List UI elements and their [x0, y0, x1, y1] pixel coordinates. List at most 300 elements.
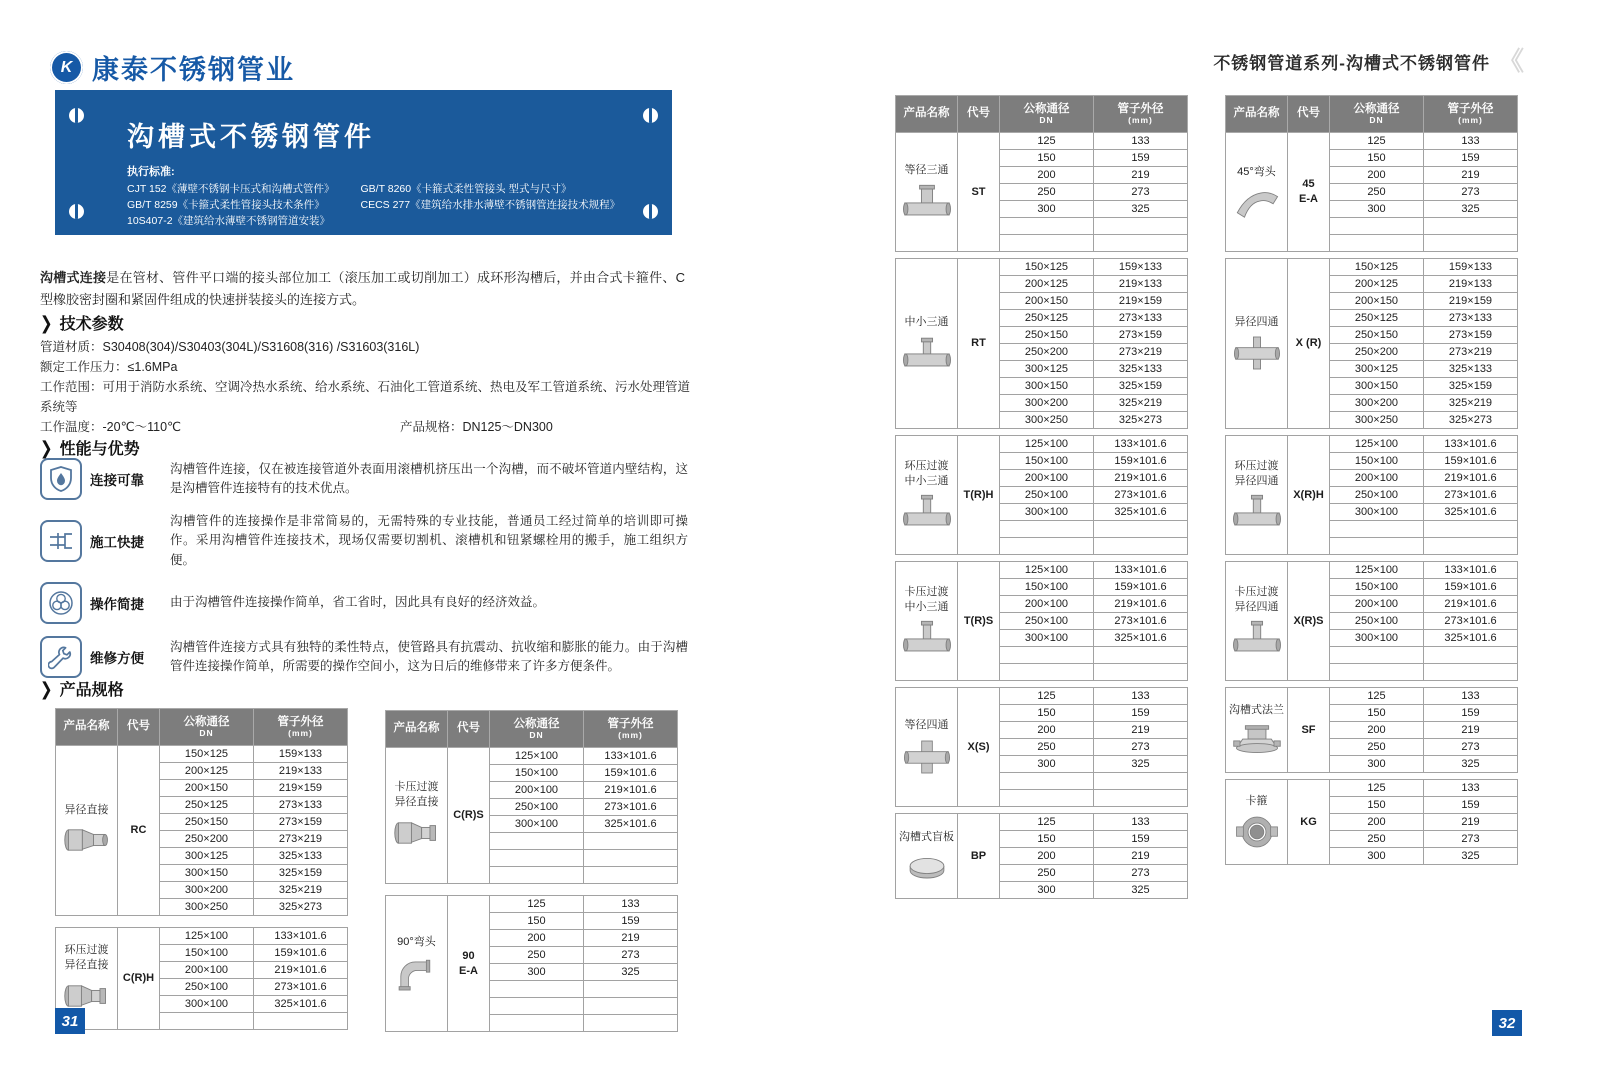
dn-cell: 250×200: [160, 831, 254, 848]
od-cell: [584, 850, 678, 867]
dn-cell: [1000, 664, 1094, 681]
od-cell: 159: [1424, 797, 1518, 814]
product-name: 沟槽式法兰: [1229, 704, 1284, 717]
spec-row: [1226, 688, 1518, 705]
od-cell: 133×101.6: [584, 748, 678, 765]
od-cell: [254, 1013, 348, 1030]
od-cell: 159×101.6: [1424, 453, 1518, 470]
advantage-label: 维修方便: [90, 651, 144, 667]
spec-table-trs: [895, 561, 1188, 681]
od-cell: 219: [1424, 814, 1518, 831]
spec-row: [896, 688, 1188, 705]
dn-cell: 150×100: [1330, 453, 1424, 470]
dn-cell: 150×100: [1330, 579, 1424, 596]
dn-cell: 150×100: [490, 765, 584, 782]
od-cell: [1094, 218, 1188, 235]
dn-cell: 200×100: [1330, 470, 1424, 487]
fitting-image-tee-reducing: [896, 334, 957, 372]
spec-row: [1226, 259, 1518, 276]
od-cell: 325×219: [254, 882, 348, 899]
dn-cell: [1000, 647, 1094, 664]
dn-cell: 200×100: [1000, 596, 1094, 613]
od-cell: 273×159: [1094, 327, 1188, 344]
dn-cell: 150: [1000, 150, 1094, 167]
fitting-image-tee-press: [1226, 619, 1287, 657]
product-code-cell: X(S): [958, 688, 1000, 807]
dn-cell: 300×100: [1330, 630, 1424, 647]
dn-cell: 150×100: [1000, 579, 1094, 596]
shield-drop-icon-box: [40, 458, 82, 500]
od-cell: 219×159: [254, 780, 348, 797]
dn-cell: 250×200: [1000, 344, 1094, 361]
spec-row: [896, 562, 1188, 579]
product-name: 环压过渡 异径直接: [64, 944, 109, 971]
standard-line: 10S407-2《建筑给水薄壁不锈钢管道安装》: [127, 215, 331, 227]
column-header: 管子外径 (mm): [584, 711, 678, 748]
shield-drop-icon: [49, 466, 73, 492]
dn-cell: 200×100: [1000, 470, 1094, 487]
gear-flower-icon: [48, 590, 74, 616]
advantage-item: [40, 582, 688, 624]
product-name-cell: [896, 562, 958, 681]
od-cell: 159×101.6: [584, 765, 678, 782]
dn-cell: [490, 998, 584, 1015]
dn-cell: 300×200: [160, 882, 254, 899]
dn-cell: 300: [1330, 201, 1424, 218]
od-cell: 325×273: [254, 899, 348, 916]
od-cell: 133×101.6: [1424, 562, 1518, 579]
product-name: 90°弯头: [397, 935, 436, 948]
dn-cell: 150×125: [1330, 259, 1424, 276]
dn-cell: 150×100: [1000, 453, 1094, 470]
od-cell: 133×101.6: [254, 928, 348, 945]
product-code-cell: SF: [1288, 688, 1330, 773]
table-header-row: [56, 709, 348, 746]
product-name-cell: [386, 748, 448, 884]
od-cell: 273: [1094, 739, 1188, 756]
od-cell: [1094, 538, 1188, 555]
od-cell: 325×133: [1424, 361, 1518, 378]
intro-paragraph: [40, 267, 685, 311]
od-cell: [1424, 521, 1518, 538]
od-cell: 325×101.6: [1094, 504, 1188, 521]
spec-row: [386, 748, 678, 765]
column-header: 管子外径 (mm): [1094, 96, 1188, 133]
spec-table-column-left-1: [55, 708, 347, 1041]
double-chevron-icon: 《: [1497, 46, 1524, 76]
spec-table-rt: [895, 258, 1188, 429]
dn-cell: 300×125: [160, 848, 254, 865]
od-cell: 325×101.6: [1424, 630, 1518, 647]
od-cell: 159×101.6: [254, 945, 348, 962]
product-name: 卡压过渡 异径四通: [1234, 585, 1279, 613]
product-name: 环压过渡 中小三通: [904, 459, 949, 487]
dn-cell: 200: [1330, 167, 1424, 184]
product-code-cell: RC: [118, 746, 160, 916]
spec-row: [1226, 562, 1518, 579]
advantage-item: [40, 458, 688, 500]
dn-cell: 300×125: [1330, 361, 1424, 378]
product-name: 卡箍: [1245, 795, 1268, 808]
column-header: 代号: [958, 96, 1000, 133]
column-header: 管子外径 (mm): [254, 709, 348, 746]
wrench-icon-box: [40, 636, 82, 678]
standard-line: GB/T 8260《卡箍式柔性管接头 型式与尺寸》: [360, 183, 572, 195]
product-name-cell: [56, 746, 118, 916]
product-code-cell: 45 E-A: [1288, 133, 1330, 252]
dn-cell: 300: [1000, 201, 1094, 218]
product-name: 等径三通: [904, 164, 949, 177]
od-cell: 273×133: [1094, 310, 1188, 327]
dn-cell: [1330, 218, 1424, 235]
advantage-label: 连接可靠: [90, 473, 144, 488]
section-chevron-icon: ❯: [40, 678, 53, 700]
dn-cell: 200: [1000, 848, 1094, 865]
product-name-cell: [896, 688, 958, 807]
od-cell: 159: [1094, 150, 1188, 167]
od-cell: 133×101.6: [1094, 436, 1188, 453]
od-cell: [1094, 647, 1188, 664]
dn-cell: 125: [1330, 780, 1424, 797]
product-name: 45°弯头: [1237, 166, 1276, 179]
od-cell: 325×159: [254, 865, 348, 882]
dn-cell: 200: [1330, 722, 1424, 739]
dn-cell: 250×100: [160, 979, 254, 996]
dn-cell: 300×250: [1000, 412, 1094, 429]
od-cell: 133×101.6: [1094, 562, 1188, 579]
dn-cell: 300×125: [1000, 361, 1094, 378]
fitting-image-reducer: [56, 822, 117, 858]
spec-row: [1226, 436, 1518, 453]
dn-cell: [1330, 647, 1424, 664]
spec-row: [56, 746, 348, 763]
wrench-icon: [48, 644, 74, 670]
dn-cell: 150: [490, 913, 584, 930]
od-cell: [1424, 218, 1518, 235]
advantage-item: [40, 636, 688, 678]
spec-row: [386, 896, 678, 913]
dn-cell: 200×100: [490, 782, 584, 799]
spec-row: [56, 928, 348, 945]
od-cell: [584, 1015, 678, 1032]
brand-logo: [50, 48, 295, 87]
dn-cell: 200×100: [160, 962, 254, 979]
product-name-cell: [896, 133, 958, 252]
dn-cell: 250: [1330, 184, 1424, 201]
corner-dot-icon: [69, 108, 84, 123]
advantages-list: [40, 458, 688, 678]
od-cell: 219: [1094, 848, 1188, 865]
spec-table-e45: [1225, 95, 1518, 252]
fitting-image-blind-disc: [896, 850, 957, 882]
od-cell: 219×101.6: [1424, 470, 1518, 487]
od-cell: 219×133: [1094, 276, 1188, 293]
dn-cell: 250×150: [1000, 327, 1094, 344]
od-cell: 219: [1094, 167, 1188, 184]
fitting-image-tee: [896, 183, 957, 221]
dn-cell: 300: [490, 964, 584, 981]
dn-cell: 200×150: [1330, 293, 1424, 310]
od-cell: 325×101.6: [254, 996, 348, 1013]
dn-cell: 250: [1330, 831, 1424, 848]
od-cell: 273×219: [1094, 344, 1188, 361]
dn-cell: 300×150: [160, 865, 254, 882]
table-header-row: [386, 711, 678, 748]
param-line: 工作范围：可用于消防水系统、空调冷热水系统、给水系统、石油化工管道系统、热电及军工管道系统、污水处理管道系统等: [40, 380, 691, 414]
od-cell: 273: [1424, 831, 1518, 848]
od-cell: 273×133: [254, 797, 348, 814]
intro-text: 是在管材、管件平口端的接头部位加工（滚压加工或切削加工）成环形沟槽后，并由合式卡箍件、C型橡胶密封圈和紧固件组成的快速拼装接头的连接方式。: [40, 270, 685, 308]
dn-cell: 300×250: [160, 899, 254, 916]
od-cell: 159×133: [1424, 259, 1518, 276]
standards-column-1: [127, 181, 335, 229]
product-code-cell: C(R)H: [118, 928, 160, 1030]
pipe-joint-icon-box: [40, 520, 82, 562]
dn-cell: 300×250: [1330, 412, 1424, 429]
od-cell: 325×133: [1094, 361, 1188, 378]
od-cell: 219×101.6: [1094, 596, 1188, 613]
od-cell: 159: [1094, 831, 1188, 848]
product-name-cell: [896, 436, 958, 555]
product-name-cell: [896, 259, 958, 429]
dn-cell: 250×100: [490, 799, 584, 816]
dn-cell: 250×100: [1330, 613, 1424, 630]
od-cell: 219: [584, 930, 678, 947]
product-name-cell: [1226, 688, 1288, 773]
param-temp: 工作温度：-20℃～110℃: [40, 420, 182, 434]
dn-cell: 300×150: [1330, 378, 1424, 395]
od-cell: 325×101.6: [1424, 504, 1518, 521]
od-cell: 325×159: [1094, 378, 1188, 395]
od-cell: 159×133: [254, 746, 348, 763]
product-code-cell: ST: [958, 133, 1000, 252]
section-title-tech-params: [40, 311, 124, 334]
od-cell: 133: [584, 896, 678, 913]
product-name: 等径四通: [904, 719, 949, 732]
dn-cell: 125: [1000, 688, 1094, 705]
dn-cell: 125×100: [160, 928, 254, 945]
product-name: 环压过渡 异径四通: [1234, 459, 1279, 487]
fitting-image-cross: [896, 738, 957, 776]
dn-cell: 250×150: [1330, 327, 1424, 344]
dn-cell: [1000, 521, 1094, 538]
dn-cell: 300×200: [1000, 395, 1094, 412]
advantage-text: 由于沟槽管件连接操作简单，省工省时，因此具有良好的经济效益。: [170, 595, 546, 610]
dn-cell: 200×150: [1000, 293, 1094, 310]
table-header-row: [1226, 96, 1518, 133]
dn-cell: [490, 867, 584, 884]
fitting-image-reducer-press: [386, 815, 447, 851]
brand-logo-icon: K: [50, 51, 83, 84]
dn-cell: 125×100: [1000, 436, 1094, 453]
od-cell: 159: [1424, 705, 1518, 722]
od-cell: 219×101.6: [1094, 470, 1188, 487]
od-cell: [1094, 773, 1188, 790]
dn-cell: 250: [1000, 739, 1094, 756]
od-cell: 273×101.6: [1424, 613, 1518, 630]
dn-cell: 250×200: [1330, 344, 1424, 361]
dn-cell: [1330, 664, 1424, 681]
section-label: 产品规格: [59, 682, 124, 699]
product-code-cell: T(R)S: [958, 562, 1000, 681]
advantage-text: 沟槽管件连接，仅在被连接管道外表面用滚槽机挤压出一个沟槽，而不破坏管道内壁结构，这是沟槽管件连接特有的技术优点。: [170, 461, 688, 495]
spec-table-xs: [895, 687, 1188, 807]
dn-cell: [1000, 790, 1094, 807]
column-header: 代号: [448, 711, 490, 748]
dn-cell: 125: [1330, 688, 1424, 705]
dn-cell: 250×125: [1000, 310, 1094, 327]
spec-table-column-right-1: [895, 95, 1187, 905]
product-code-cell: BP: [958, 814, 1000, 899]
od-cell: 159: [1424, 150, 1518, 167]
pipe-joint-icon: [48, 529, 74, 553]
dn-cell: 300: [1000, 882, 1094, 899]
od-cell: 159: [1094, 705, 1188, 722]
od-cell: [584, 998, 678, 1015]
dn-cell: 250×100: [1330, 487, 1424, 504]
od-cell: 159: [584, 913, 678, 930]
fitting-image-tee-press: [896, 619, 957, 657]
product-code-cell: X (R): [1288, 259, 1330, 429]
dn-cell: 125: [1330, 133, 1424, 150]
table-header-row: [896, 96, 1188, 133]
od-cell: [1424, 664, 1518, 681]
product-name: 卡压过渡 中小三通: [904, 585, 949, 613]
section-chevron-icon: ❯: [40, 312, 53, 334]
spec-row: [1226, 780, 1518, 797]
dn-cell: 125×100: [1330, 562, 1424, 579]
standards-label: 执行标准:: [127, 166, 175, 178]
fitting-image-elbow-90: [386, 954, 447, 992]
column-header: 公称通径 DN: [1000, 96, 1094, 133]
od-cell: 133: [1424, 688, 1518, 705]
product-name-cell: [1226, 133, 1288, 252]
dn-cell: 200: [1000, 167, 1094, 184]
product-name-cell: [1226, 259, 1288, 429]
page-title: 沟槽式不锈钢管件: [127, 122, 375, 152]
od-cell: [584, 833, 678, 850]
od-cell: [584, 867, 678, 884]
od-cell: 219×159: [1424, 293, 1518, 310]
fitting-image-tee-press: [1226, 493, 1287, 531]
standard-line: CECS 277《建筑给水排水薄壁不锈钢管连接技术规程》: [360, 199, 621, 211]
dn-cell: 150×100: [160, 945, 254, 962]
od-cell: [1424, 235, 1518, 252]
dn-cell: 250: [1330, 739, 1424, 756]
advantage-text: 沟槽管件连接方式具有独特的柔性特点，使管路具有抗震动、抗收缩和膨胀的能力。由于沟槽管件连接操作简单，所需要的操作空间小，这为日后的维修带来了许多方便条件。: [170, 639, 688, 674]
spec-table-trh: [895, 435, 1188, 555]
column-header: 产品名称: [896, 96, 958, 133]
product-name-cell: [386, 896, 448, 1032]
corner-dot-icon: [643, 108, 658, 123]
product-name-cell: [1226, 562, 1288, 681]
advantage-label: 施工快捷: [90, 535, 144, 551]
standards-column-2: [361, 181, 621, 229]
product-code-cell: X(R)S: [1288, 562, 1330, 681]
od-cell: [1094, 521, 1188, 538]
right-page-header: [1213, 48, 1524, 74]
od-cell: 219: [1424, 722, 1518, 739]
od-cell: 273×101.6: [1094, 487, 1188, 504]
dn-cell: 300×200: [1330, 395, 1424, 412]
dn-cell: 200: [1000, 722, 1094, 739]
od-cell: 325: [1424, 201, 1518, 218]
dn-cell: 300×100: [1000, 504, 1094, 521]
od-cell: 133: [1424, 780, 1518, 797]
spec-row: [1226, 133, 1518, 150]
corner-dot-icon: [69, 204, 84, 219]
dn-cell: 150: [1000, 831, 1094, 848]
brand-name: 康泰不锈钢管业: [92, 55, 295, 85]
fitting-image-elbow-45: [1226, 185, 1287, 219]
column-header: 代号: [1288, 96, 1330, 133]
column-header: 产品名称: [386, 711, 448, 748]
dn-cell: 150: [1330, 797, 1424, 814]
dn-cell: 250: [490, 947, 584, 964]
product-name-cell: [1226, 436, 1288, 555]
product-code-cell: C(R)S: [448, 748, 490, 884]
column-header: 产品名称: [56, 709, 118, 746]
spec-table-crs: [385, 710, 678, 884]
spec-row: [896, 814, 1188, 831]
gear-flower-icon-box: [40, 582, 82, 624]
od-cell: 325×133: [254, 848, 348, 865]
od-cell: 325: [1094, 882, 1188, 899]
od-cell: 325: [1424, 848, 1518, 865]
spec-table-xrh: [1225, 435, 1518, 555]
od-cell: 133: [1094, 133, 1188, 150]
od-cell: 325: [1094, 756, 1188, 773]
section-label: 性能与优势: [59, 441, 140, 458]
dn-cell: 125×100: [490, 748, 584, 765]
dn-cell: 300: [1330, 756, 1424, 773]
dn-cell: [1330, 521, 1424, 538]
column-header: 公称通径 DN: [1330, 96, 1424, 133]
spec-table-bp: [895, 813, 1188, 899]
dn-cell: 150×125: [1000, 259, 1094, 276]
section-chevron-icon: ❯: [40, 437, 53, 459]
od-cell: 273×101.6: [584, 799, 678, 816]
od-cell: 159×101.6: [1424, 579, 1518, 596]
dn-cell: [490, 981, 584, 998]
title-banner: [55, 90, 672, 235]
product-name: 卡压过渡 异径直接: [394, 781, 439, 808]
od-cell: 273×101.6: [1424, 487, 1518, 504]
dn-cell: 125: [490, 896, 584, 913]
spec-row: [896, 259, 1188, 276]
spec-table-xr: [1225, 258, 1518, 429]
od-cell: 273: [1094, 865, 1188, 882]
od-cell: 325: [1094, 201, 1188, 218]
product-name: 异径四通: [1234, 315, 1279, 328]
standard-line: CJT 152《薄壁不锈钢卡压式和沟槽式管件》: [127, 183, 335, 195]
spec-table-crh: [55, 927, 348, 1030]
od-cell: 219: [1424, 167, 1518, 184]
spec-table-e90: [385, 895, 678, 1032]
fitting-image-cross-reducing: [1226, 334, 1287, 372]
spec-table-kg: [1225, 779, 1518, 865]
series-title: 不锈钢管道系列-沟槽式不锈钢管件: [1213, 53, 1490, 73]
od-cell: 219: [1094, 722, 1188, 739]
advantage-text: 沟槽管件的连接操作是非常简易的，无需特殊的专业技能，普通员工经过简单的培训即可操作。采用沟槽管件连接技术，现场仅需要切割机、滚槽机和钮紧螺栓用的搬手，施工组织方便。: [170, 514, 688, 567]
product-name-cell: [896, 814, 958, 899]
spec-table-column-left-2: [385, 710, 677, 1043]
od-cell: 159×101.6: [1094, 579, 1188, 596]
dn-cell: 125: [1000, 814, 1094, 831]
od-cell: [1094, 790, 1188, 807]
section-label: 技术参数: [59, 316, 124, 333]
od-cell: 273×101.6: [254, 979, 348, 996]
